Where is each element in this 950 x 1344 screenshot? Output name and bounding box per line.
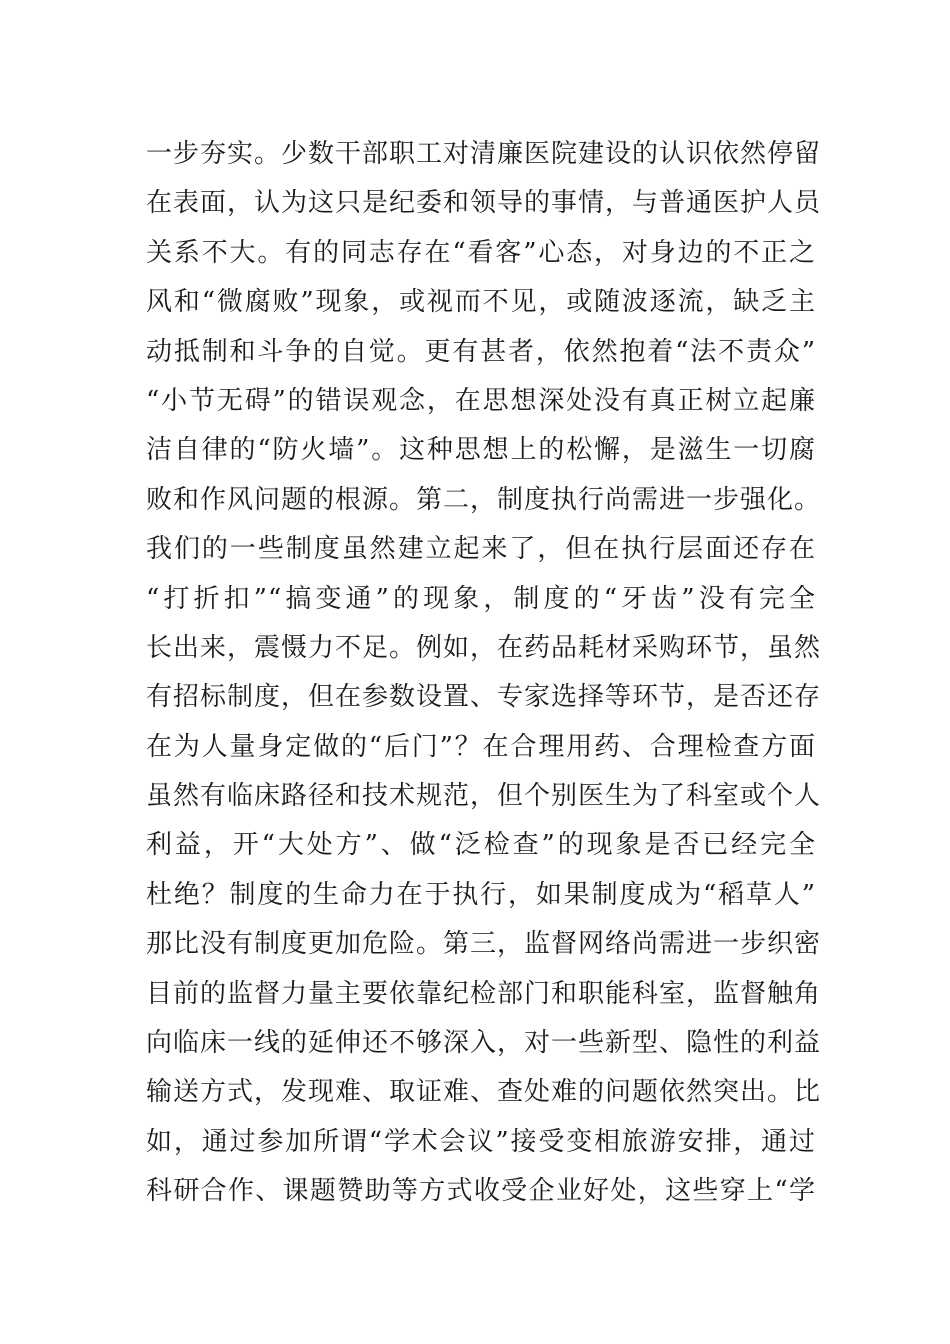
text-line: 虽然有临床路径和技术规范，但个别医生为了科室或个人 <box>146 781 822 812</box>
text-line: 在为人量身定做的“后门”？在合理用药、合理检查方面 <box>146 731 816 762</box>
text-line: 向临床一线的延伸还不够深入，对一些新型、隐性的利益 <box>146 1028 822 1059</box>
text-line: 在表面，认为这只是纪委和领导的事情，与普通医护人员 <box>146 188 822 219</box>
text-line: 利益，开“大处方”、做“泛检查”的现象是否已经完全 <box>146 830 816 861</box>
text-line: 洁自律的“防火墙”。这种思想上的松懈，是滋生一切腐 <box>146 435 816 466</box>
text-line: 那比没有制度更加危险。第三，监督网络尚需进一步织密 <box>146 929 822 960</box>
text-line: 长出来，震慑力不足。例如，在药品耗材采购环节，虽然 <box>146 632 822 663</box>
text-line: 动抵制和斗争的自觉。更有甚者，依然抱着“法不责众” <box>146 336 816 367</box>
text-line: 如，通过参加所谓“学术会议”接受变相旅游安排，通过 <box>146 1126 816 1157</box>
body-text <box>146 130 822 1217</box>
text-line: 关系不大。有的同志存在“看客”心态，对身边的不正之 <box>146 237 816 268</box>
text-line: 目前的监督力量主要依靠纪检部门和职能科室，监督触角 <box>146 978 822 1009</box>
text-line: “小节无碍”的错误观念，在思想深处没有真正树立起廉 <box>146 385 816 416</box>
text-line: 杜绝？制度的生命力在于执行，如果制度成为“稻草人” <box>146 879 816 910</box>
text-line: 一步夯实。少数干部职工对清廉医院建设的认识依然停留 <box>146 139 822 169</box>
text-line: “打折扣”“搞变通”的现象，制度的“牙齿”没有完全 <box>146 583 816 614</box>
text-line: 有招标制度，但在参数设置、专家选择等环节，是否还存 <box>146 682 822 713</box>
text-line: 科研合作、课题赞助等方式收受企业好处，这些穿上“学 <box>146 1176 816 1207</box>
text-line: 我们的一些制度虽然建立起来了，但在执行层面还存在 <box>146 534 816 565</box>
text-line: 风和“微腐败”现象，或视而不见，或随波逐流，缺乏主 <box>146 287 816 318</box>
text-line: 败和作风问题的根源。第二，制度执行尚需进一步强化。 <box>146 484 822 515</box>
text-line: 输送方式，发现难、取证难、查处难的问题依然突出。比 <box>146 1077 822 1108</box>
